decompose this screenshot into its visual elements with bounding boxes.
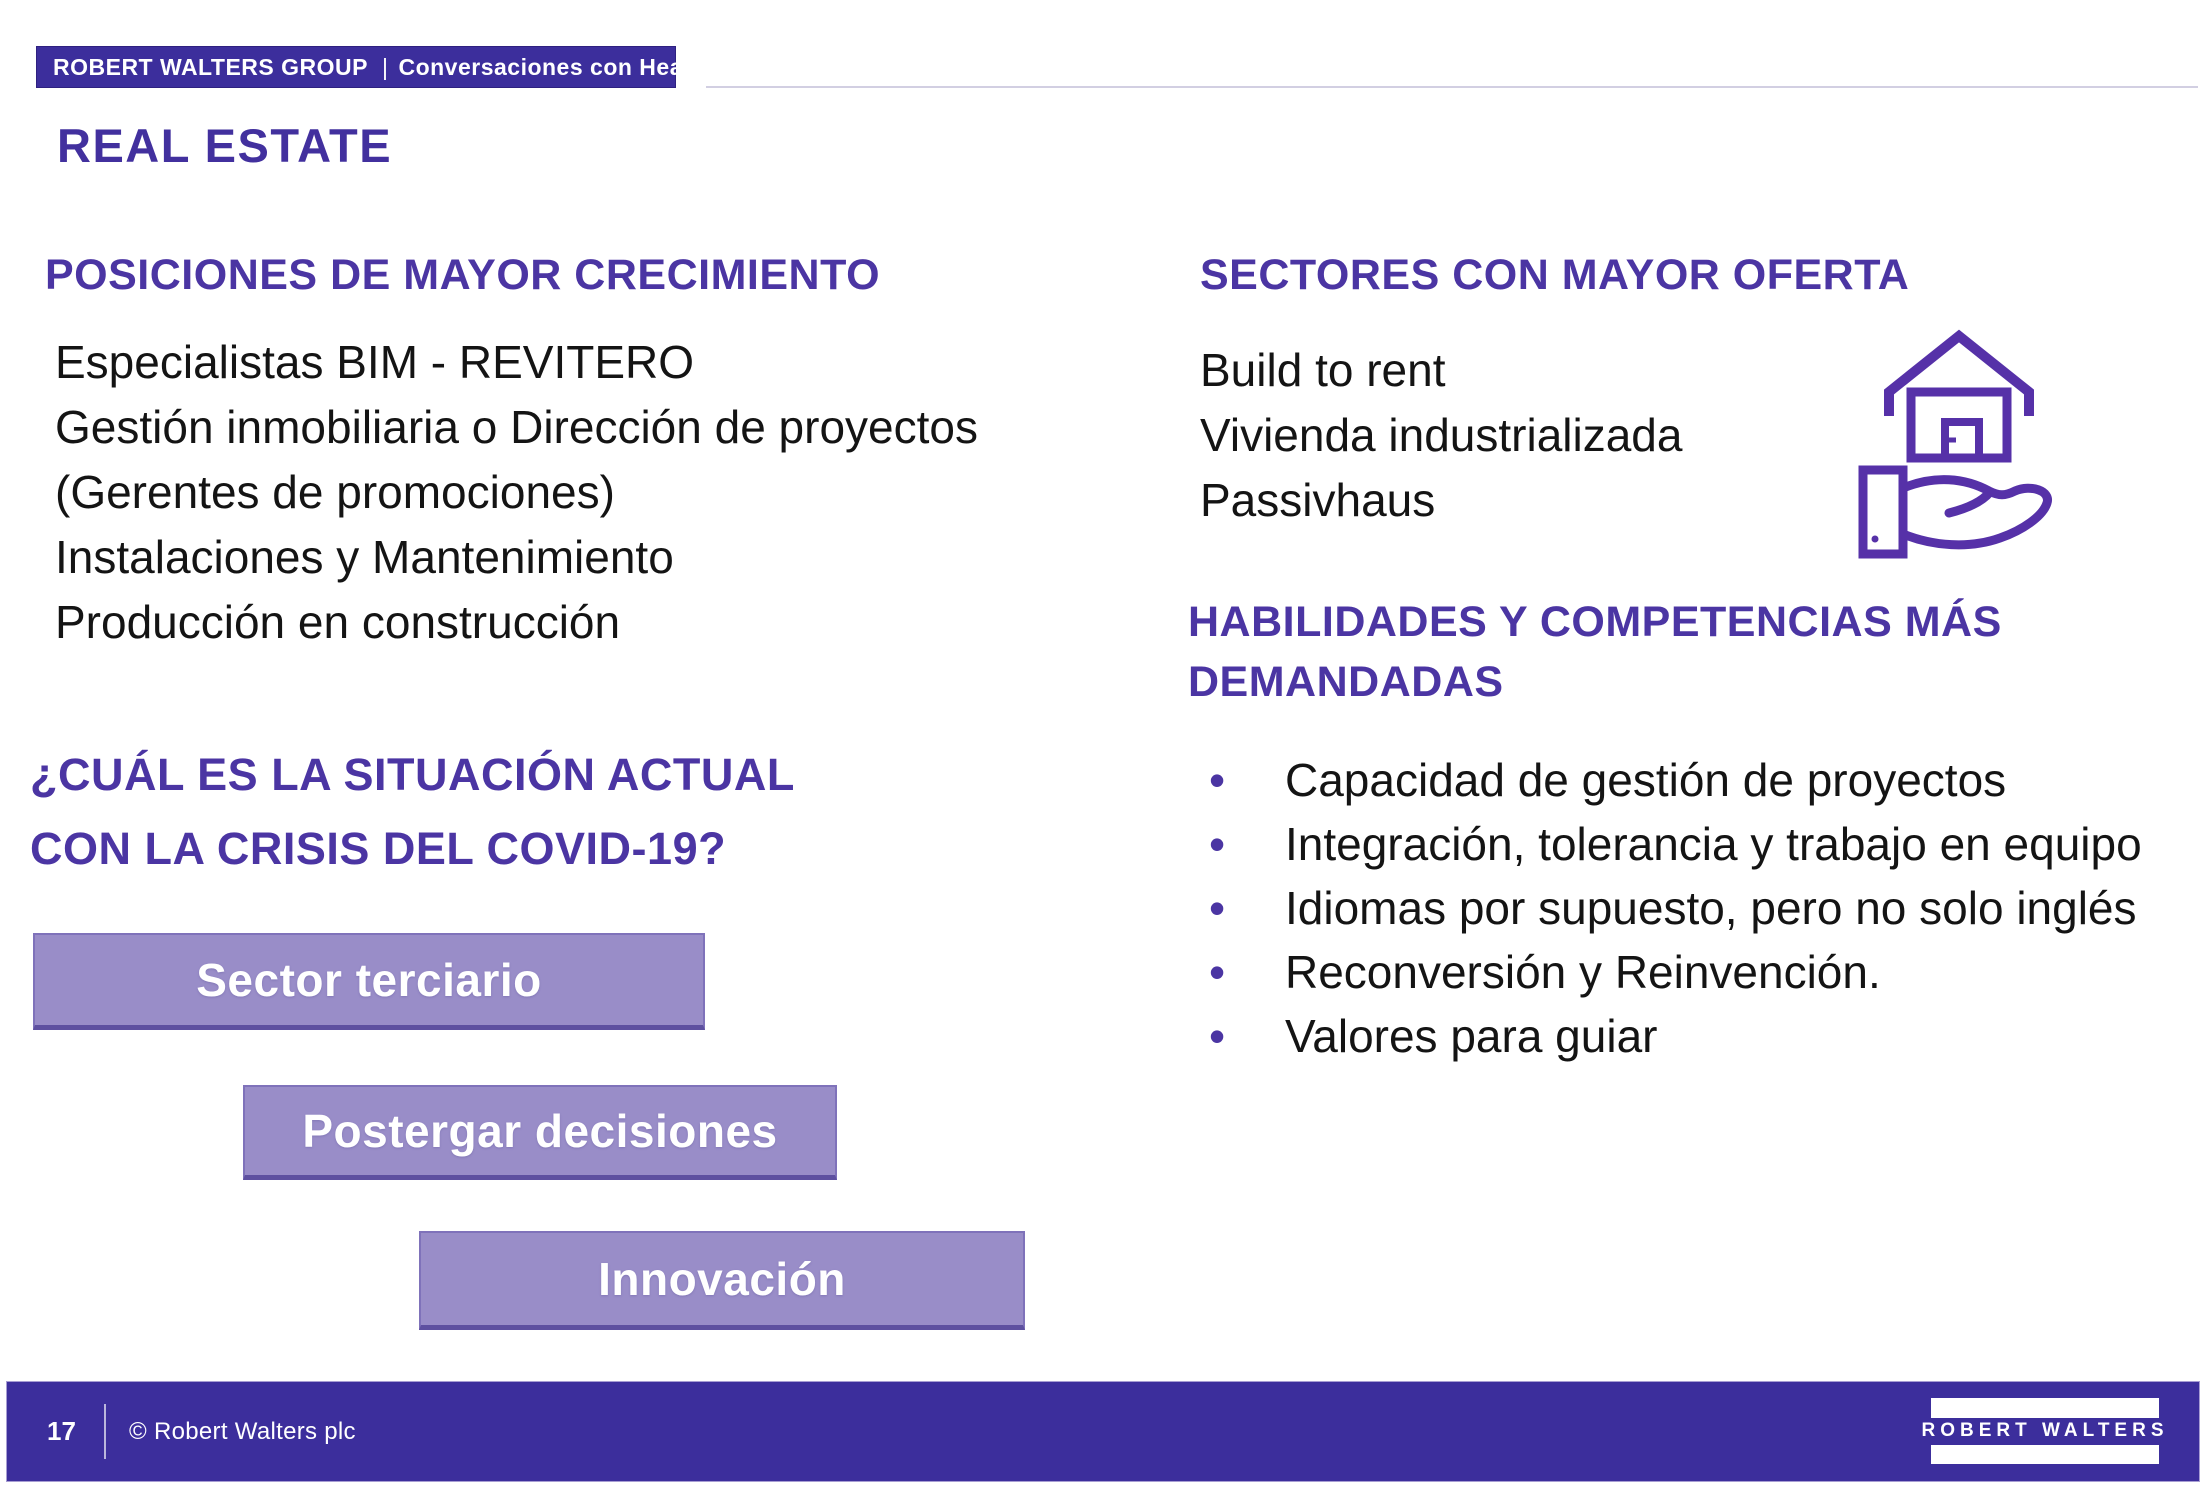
- growth-item: Gestión inmobiliaria o Dirección de proyectos (Gerentes de promociones): [55, 401, 978, 518]
- header-rule: [706, 86, 2198, 88]
- sectors-section-heading: SECTORES CON MAYOR OFERTA: [1200, 251, 1910, 299]
- sectors-list: [1200, 338, 1900, 533]
- skill-item: • Idiomas por supuesto, pero no solo inglés: [1195, 876, 2165, 940]
- growth-item: Instalaciones y Mantenimiento: [55, 531, 674, 583]
- skill-item: • Valores para guiar: [1195, 1004, 2165, 1068]
- sector-item: Build to rent: [1200, 344, 1446, 396]
- footer-bar: [6, 1381, 2200, 1482]
- covid-box-sector-terciario: Sector terciario: [33, 933, 705, 1030]
- page-number: 17: [47, 1416, 76, 1446]
- header-badge: [36, 46, 786, 88]
- growth-list: [55, 330, 1005, 655]
- skills-section-heading: HABILIDADES Y COMPETENCIAS MÁS DEMANDADAS: [1188, 598, 2002, 706]
- header-series-label: Conversaciones con Headhunters: [398, 53, 786, 80]
- page-title: REAL ESTATE: [57, 119, 393, 172]
- growth-section-heading: POSICIONES DE MAYOR CRECIMIENTO: [45, 251, 881, 299]
- covid-section-heading: ¿CUÁL ES LA SITUACIÓN ACTUAL CON LA CRISIS DEL COVID-19?: [30, 749, 794, 874]
- header-group-label: ROBERT WALTERS GROUP: [53, 53, 368, 80]
- skills-list: [1195, 748, 2165, 1068]
- footer-divider: [104, 1404, 106, 1459]
- sector-item: Passivhaus: [1200, 474, 1436, 526]
- growth-item: Especialistas BIM - REVITERO: [55, 336, 695, 388]
- copyright-text: © Robert Walters plc: [129, 1417, 356, 1445]
- robert-walters-logo: [1921, 1398, 2169, 1464]
- covid-box-postergar-decisiones: Postergar decisiones: [243, 1085, 837, 1180]
- skill-item: • Capacidad de gestión de proyectos: [1195, 748, 2165, 812]
- house-in-hand-icon: [1853, 320, 2065, 562]
- skill-item: • Integración, tolerancia y trabajo en equipo: [1195, 812, 2165, 876]
- covid-box-innovacion: Innovación: [419, 1231, 1025, 1330]
- cuff-button-dot: [1872, 536, 1879, 543]
- sector-item: Vivienda industrializada: [1200, 409, 1683, 461]
- skill-item: • Reconversión y Reinvención.: [1195, 940, 2165, 1004]
- header-divider: |: [381, 53, 389, 80]
- robert-walters-logo-text: ROBERT WALTERS: [1931, 1418, 2159, 1445]
- growth-item: Producción en construcción: [55, 596, 621, 648]
